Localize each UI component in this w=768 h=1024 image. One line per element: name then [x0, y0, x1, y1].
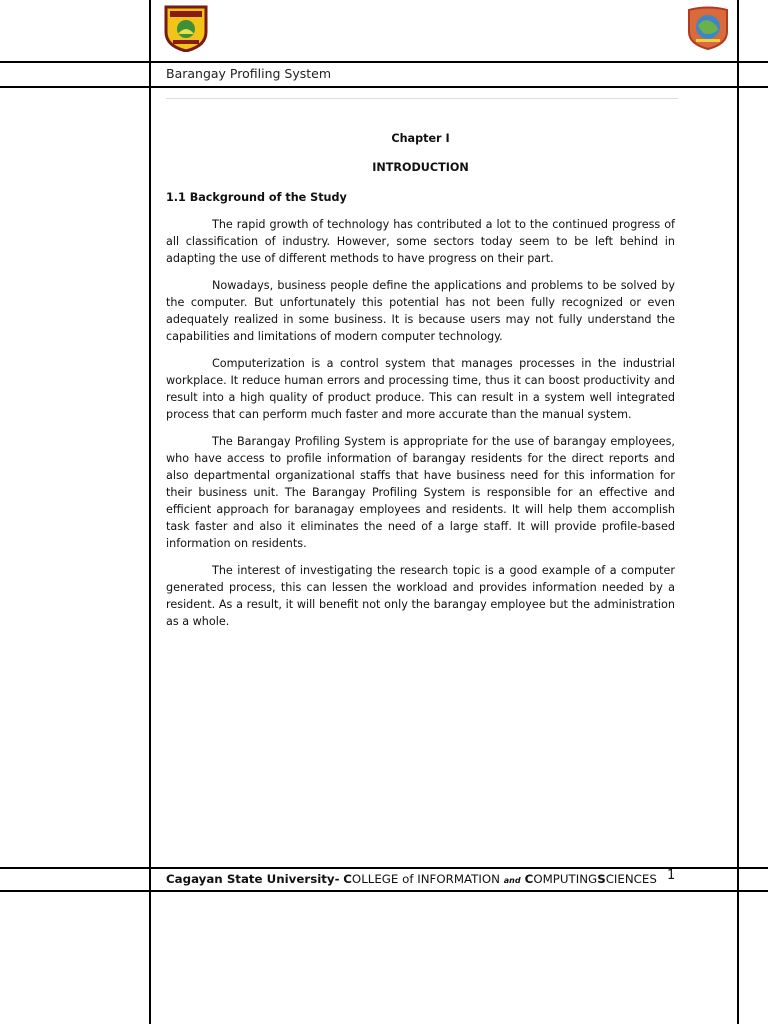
- paragraph: The rapid growth of technology has contributed a lot to the continued progress of all classification of industry. However, some sectors today seem to be left behind in adapting the use of different methods to have progress on their part.: [166, 218, 675, 265]
- left-margin-rule: [149, 0, 151, 1024]
- footer-college-part1: OLLEGE of INFORMATION: [351, 872, 504, 886]
- paragraph: Computerization is a control system that manages processes in the industrial workplace. It reduce human errors and processing time, thus it can boost productivity and result into a high quality of product produce. This can result in a system well integrated process that can perform much faster and more accurate than the manual system.: [166, 357, 675, 421]
- paragraph: Nowadays, business people define the applications and problems to be solved by the computer. But unfortunately this potential has not been fully recognized or even adequately realized in some business. It is because users may not fully understand the capabilities and limitations of modern computer technology.: [166, 279, 675, 343]
- footer-letter-c2: C: [520, 872, 534, 886]
- footer-college-part3: CIENCES: [605, 872, 657, 886]
- footer-institution: [166, 872, 686, 886]
- page-number: 1: [667, 868, 676, 883]
- footer-bottom-rule: [0, 890, 768, 892]
- university-seal-icon: [163, 4, 209, 52]
- chapter-title: INTRODUCTION: [372, 161, 469, 174]
- footer-top-rule: [0, 867, 768, 869]
- footer-letter-s: S: [597, 872, 606, 886]
- header-top-rule: [0, 61, 768, 63]
- footer-and: and: [503, 876, 521, 885]
- footer-college-part2: OMPUTING: [533, 872, 598, 886]
- chapter-content: [166, 130, 675, 640]
- chapter-number: Chapter I: [391, 132, 450, 145]
- right-margin-rule: [737, 0, 739, 1024]
- header-bottom-rule: [0, 86, 768, 88]
- document-header-title: Barangay Profiling System: [166, 66, 332, 81]
- paragraph: The interest of investigating the research topic is a good example of a computer generated process, this can lessen the workload and provides information needed by a resident. As a result, it will benefit not only the barangay employee but the administration as a whole.: [166, 564, 675, 628]
- header-divider: [166, 98, 678, 99]
- footer-university: Cagayan State University-: [166, 872, 340, 886]
- footer-letter-c1: C: [343, 872, 352, 886]
- section-heading: 1.1 Background of the Study: [166, 191, 347, 204]
- college-seal-icon: [687, 6, 729, 50]
- paragraph: The Barangay Profiling System is appropriate for the use of barangay employees, who have access to profile information of barangay residents for the direct reports and also departmental organizational staffs that have business need for this information for their business unit. The Barangay Profiling System is responsible for an effective and efficient approach for baranagay employees and residents. It will help them accomplish task faster and also it eliminates the need of a large staff. It will provide profile-based information on residents.: [166, 435, 675, 550]
